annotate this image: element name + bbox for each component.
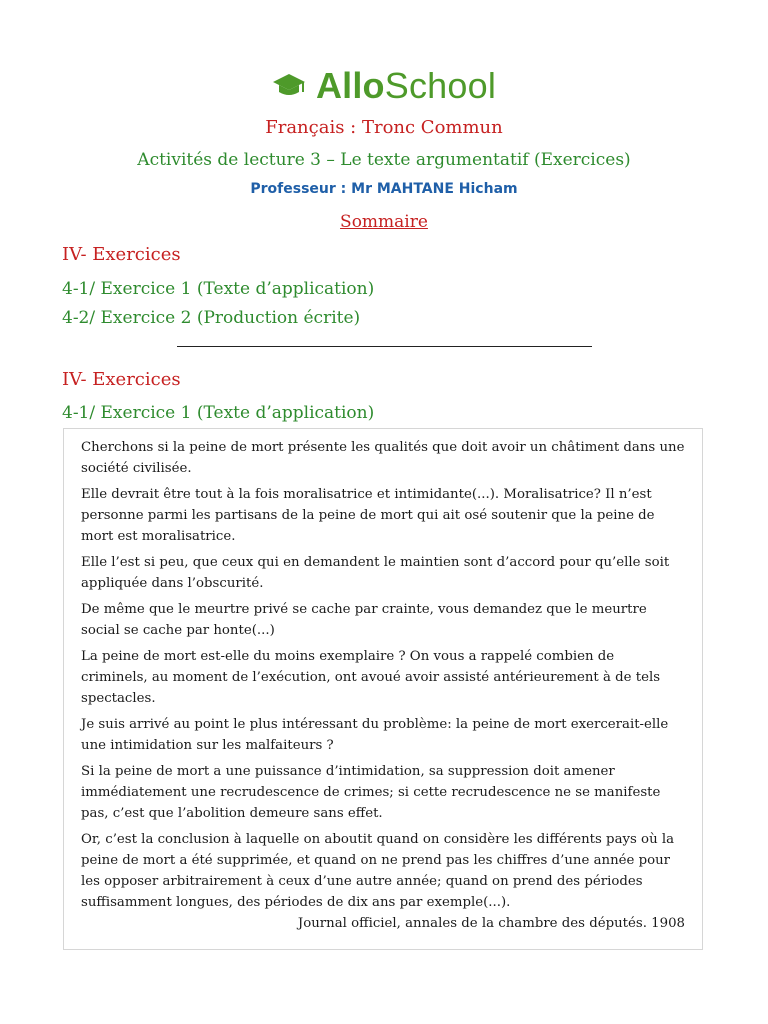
- graduation-cap-icon: [272, 72, 306, 100]
- activity-title: Activités de lecture 3 – Le texte argumentatif (Exercices): [137, 150, 631, 170]
- section-heading: IV- Exercices: [62, 369, 181, 390]
- text-paragraph: Je suis arrivé au point le plus intéressant du problème: la peine de mort exercerait-elle une intimidation sur les malfaiteurs ?: [81, 717, 669, 753]
- text-paragraph: Cherchons si la peine de mort présente les qualités que doit avoir un châtiment dans une société civilisée.: [81, 440, 685, 476]
- text-paragraph: De même que le meurtre privé se cache par crainte, vous demandez que le meurtre social se cache par honte(...): [81, 602, 647, 638]
- text-paragraph: La peine de mort est-elle du moins exemplaire ? On vous a rappelé combien de criminels, au moment de l’exécution, ont avoué avoir assisté antérieurement à de tels spectacles.: [81, 649, 661, 706]
- subsection-heading: 4-1/ Exercice 1 (Texte d’application): [62, 403, 375, 423]
- text-passage-box: [63, 428, 703, 950]
- logo-brand-regular: School: [384, 65, 497, 106]
- text-source: Journal officiel, annales de la chambre des députés. 1908: [297, 916, 685, 931]
- alloschool-logo: [0, 64, 768, 108]
- subject-title: Français : Tronc Commun: [265, 117, 503, 138]
- summary-item: 4-2/ Exercice 2 (Production écrite): [62, 308, 361, 328]
- text-paragraph: Si la peine de mort a une puissance d’intimidation, sa suppression doit amener immédiatement une recrudescence de crimes; si cette recrudescence ne se manifeste pas, c’est que l’abolition demeure sans effet.: [81, 764, 661, 821]
- summary-title: Sommaire: [340, 212, 428, 232]
- professor-line: Professeur : Mr MAHTANE Hicham: [250, 181, 518, 197]
- summary-section-heading: IV- Exercices: [62, 244, 181, 265]
- text-paragraph: Or, c’est la conclusion à laquelle on aboutit quand on considère les différents pays où la peine de mort a été supprimée, et quand on ne prend pas les chiffres d’une année pour les opposer arbitrairement à ceux d’une autre année; quand on prend des périodes suffisamment longues, des périodes de dix ans par exemple(...).: [81, 832, 675, 910]
- logo-wordmark: [316, 64, 496, 108]
- section-divider: [177, 346, 592, 347]
- text-paragraph: Elle devrait être tout à la fois moralisatrice et intimidante(...). Moralisatrice? Il n’est personne parmi les partisans de la peine de mort qui ait osé soutenir que la peine de mort est moralisatrice.: [81, 487, 655, 544]
- logo-brand-bold: Allo: [315, 65, 385, 106]
- summary-item: 4-1/ Exercice 1 (Texte d’application): [62, 279, 375, 299]
- text-paragraph: Elle l’est si peu, que ceux qui en demandent le maintien sont d’accord pour qu’elle soit appliquée dans l’obscurité.: [81, 555, 670, 591]
